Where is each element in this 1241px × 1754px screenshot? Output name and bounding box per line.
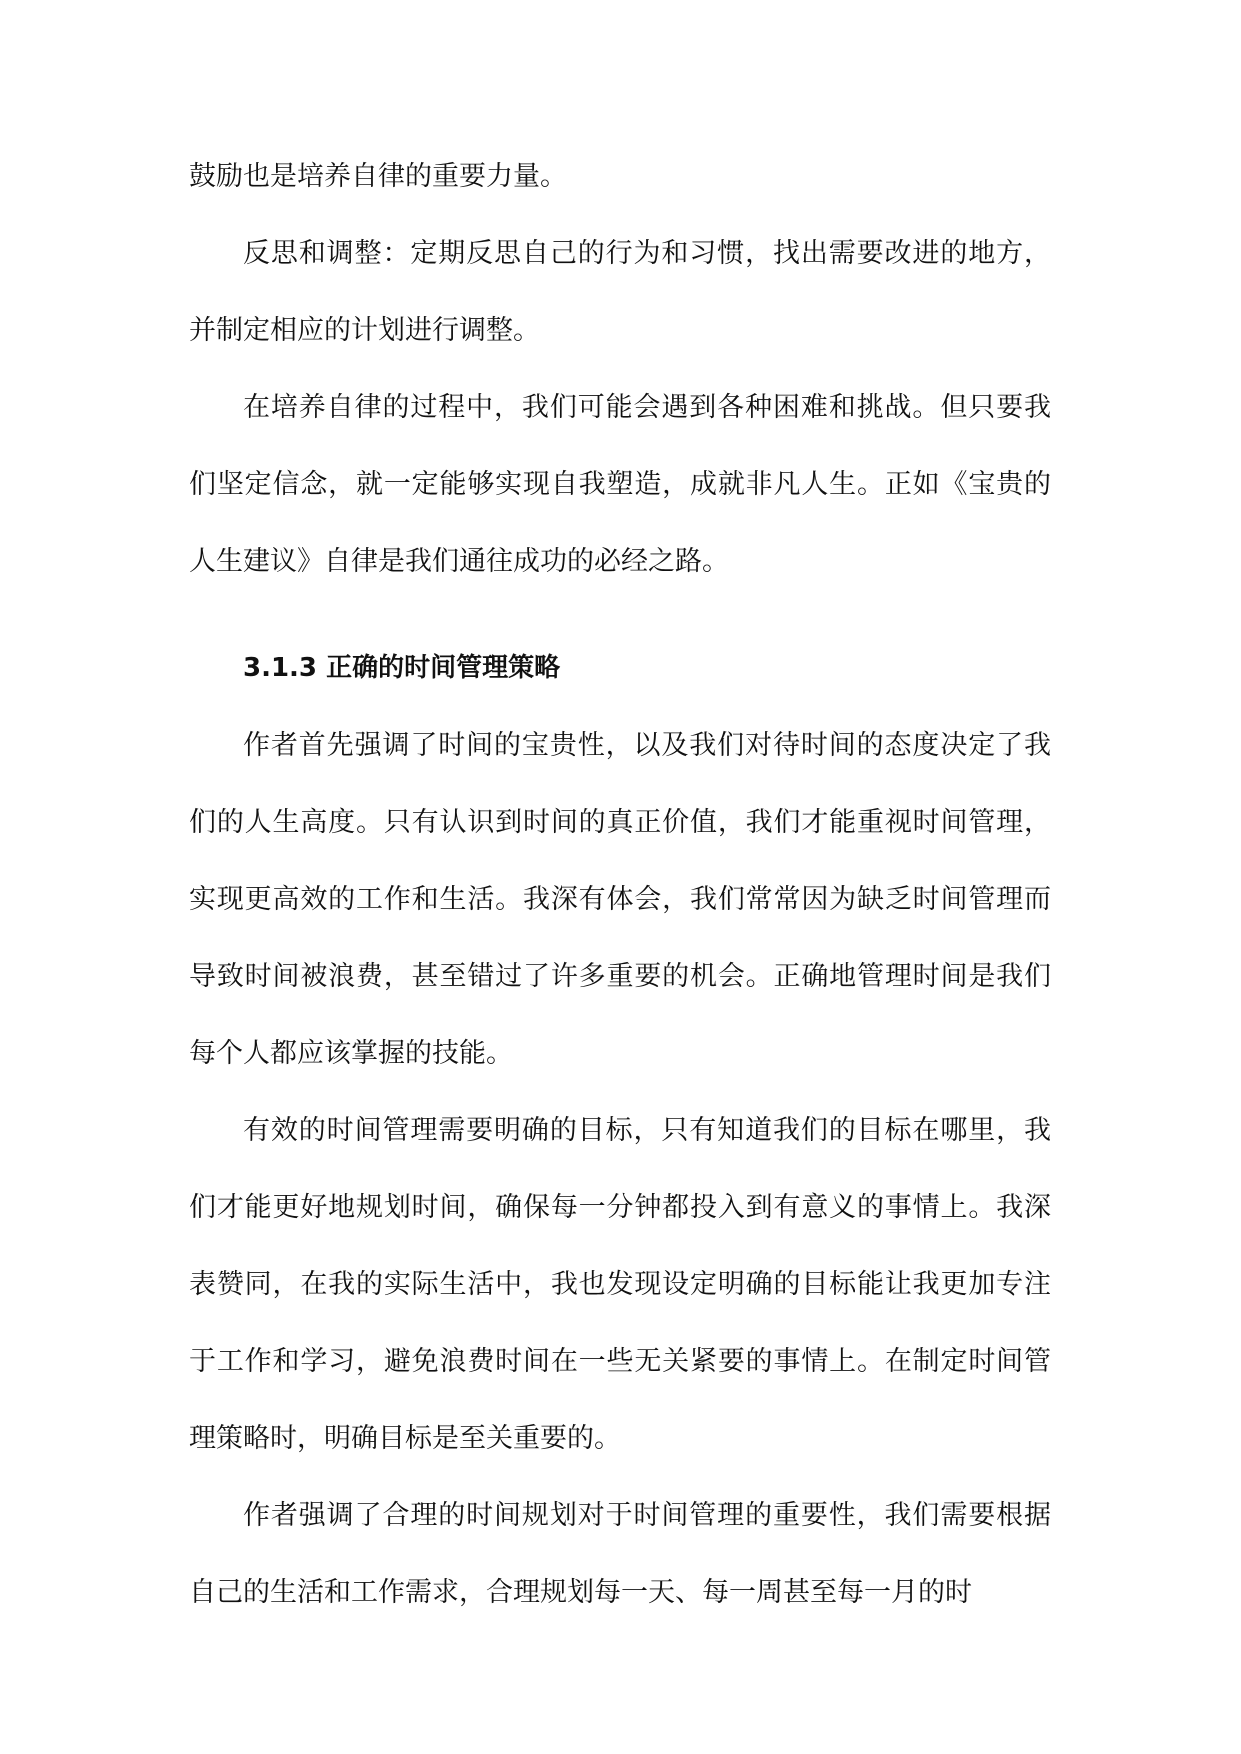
paragraph-self-discipline: 在培养自律的过程中，我们可能会遇到各种困难和挑战。但只要我们坚定信念，就一定能够实现自我塑造，成就非凡人生。正如《宝贵的人生建议》自律是我们通往成功的必经之路。 bbox=[189, 392, 1051, 577]
section-heading: 3.1.3 正确的时间管理策略 bbox=[243, 653, 561, 683]
paragraph-goals: 有效的时间管理需要明确的目标，只有知道我们的目标在哪里，我们才能更好地规划时间，确保每一分钟都投入到有意义的事情上。我深表赞同，在我的实际生活中，我也发现设定明确的目标能让我更加专注于工作和学习，避免浪费时间在一些无关紧要的事情上。在制定时间管理策略时，明确目标是至关重要的。 bbox=[189, 1115, 1051, 1454]
paragraph-planning: 作者强调了合理的时间规划对于时间管理的重要性，我们需要根据自己的生活和工作需求，合理规划每一天、每一周甚至每一月的时 bbox=[189, 1500, 1051, 1608]
paragraph-continuation: 鼓励也是培养自律的重要力量。 bbox=[189, 161, 567, 192]
document-body bbox=[189, 138, 1051, 1631]
paragraph-reflection: 反思和调整：定期反思自己的行为和习惯，找出需要改进的地方，并制定相应的计划进行调整。 bbox=[189, 238, 1051, 346]
paragraph-time-value: 作者首先强调了时间的宝贵性，以及我们对待时间的态度决定了我们的人生高度。只有认识到时间的真正价值，我们才能重视时间管理，实现更高效的工作和生活。我深有体会，我们常常因为缺乏时间管理而导致时间被浪费，甚至错过了许多重要的机会。正确地管理时间是我们每个人都应该掌握的技能。 bbox=[189, 730, 1051, 1069]
